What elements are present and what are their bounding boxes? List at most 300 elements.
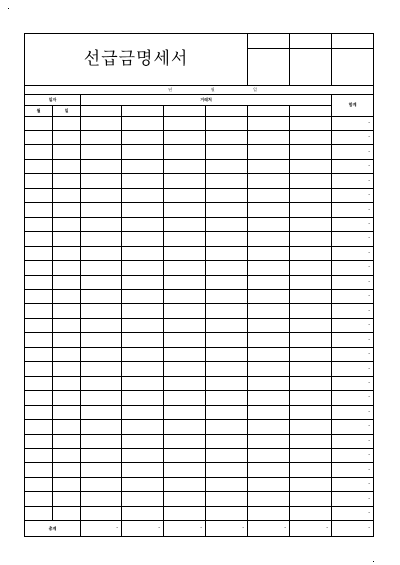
sum-header: 합계 <box>332 94 374 116</box>
entry-cell <box>81 188 122 202</box>
client-header: 거래처 <box>81 94 332 105</box>
entry-cell <box>122 434 164 448</box>
total-amount-cell: - <box>81 521 122 537</box>
entry-cell <box>122 405 164 419</box>
corner-dot-bottom <box>373 561 374 562</box>
entry-cell <box>290 261 332 275</box>
entry-cell <box>53 275 81 289</box>
entry-cell <box>53 506 81 520</box>
entry-cell <box>206 116 248 130</box>
entry-cell <box>53 463 81 477</box>
entry-cell <box>290 131 332 145</box>
entry-cell <box>164 347 206 361</box>
row-sum-cell: - <box>332 131 374 145</box>
entry-cell <box>53 217 81 231</box>
entry-cell <box>25 405 53 419</box>
row-sum-cell: - <box>332 232 374 246</box>
entry-cell <box>122 420 164 434</box>
table-row <box>25 405 374 419</box>
row-sum-cell: - <box>332 203 374 217</box>
entry-cell <box>53 492 81 506</box>
table-row <box>25 391 374 405</box>
entry-cell <box>164 217 206 231</box>
entry-cell <box>122 145 164 159</box>
entry-cell <box>164 420 206 434</box>
entry-cell <box>206 275 248 289</box>
row-sum-cell: - <box>332 145 374 159</box>
entry-cell <box>122 232 164 246</box>
entry-cell <box>81 290 122 304</box>
entry-cell <box>25 434 53 448</box>
entry-cell <box>81 333 122 347</box>
entry-cell <box>206 333 248 347</box>
entry-cell <box>81 232 122 246</box>
corner-dot-top <box>8 8 9 9</box>
entry-cell <box>206 304 248 318</box>
table-row <box>25 463 374 477</box>
entry-cell <box>206 145 248 159</box>
entry-cell <box>25 391 53 405</box>
entry-cell <box>164 246 206 260</box>
entry-cell <box>290 275 332 289</box>
client-col-4 <box>206 106 248 116</box>
entry-cell <box>248 405 290 419</box>
entry-cell <box>164 506 206 520</box>
row-sum-cell: - <box>332 463 374 477</box>
entry-cell <box>81 159 122 173</box>
entry-cell <box>53 188 81 202</box>
row-sum-cell: - <box>332 261 374 275</box>
entry-cell <box>290 362 332 376</box>
entry-cell <box>81 145 122 159</box>
entry-cell <box>290 174 332 188</box>
entry-cell <box>206 449 248 463</box>
entry-cell <box>290 246 332 260</box>
entry-cell <box>53 145 81 159</box>
month-header: 월 <box>25 106 53 116</box>
entry-cell <box>164 477 206 491</box>
entry-cell <box>25 304 53 318</box>
table-row <box>25 203 374 217</box>
entry-cell <box>164 333 206 347</box>
entry-cell <box>206 405 248 419</box>
total-amount-cell: - <box>206 521 248 537</box>
entry-cell <box>25 232 53 246</box>
entry-cell <box>122 347 164 361</box>
entry-cell <box>290 463 332 477</box>
row-sum-cell: - <box>332 290 374 304</box>
entry-cell <box>53 477 81 491</box>
entry-cell <box>248 304 290 318</box>
entry-cell <box>81 376 122 390</box>
table-row <box>25 188 374 202</box>
entry-cell <box>122 477 164 491</box>
row-sum-cell: - <box>332 420 374 434</box>
entry-cell <box>206 131 248 145</box>
entry-cell <box>81 391 122 405</box>
entry-cell <box>53 261 81 275</box>
entry-cell <box>25 492 53 506</box>
entry-cell <box>248 434 290 448</box>
entry-cell <box>290 232 332 246</box>
month-label: 월 <box>210 86 215 92</box>
table-row <box>25 246 374 260</box>
entry-cell <box>122 159 164 173</box>
entry-cell <box>248 391 290 405</box>
entry-cell <box>25 376 53 390</box>
entry-cell <box>81 434 122 448</box>
entry-cell <box>164 232 206 246</box>
entry-cell <box>25 347 53 361</box>
approval-box-2 <box>290 49 332 85</box>
entry-cell <box>122 492 164 506</box>
entry-cell <box>122 362 164 376</box>
entry-cell <box>25 463 53 477</box>
entry-cell <box>122 304 164 318</box>
day-header: 일 <box>53 106 81 116</box>
entry-cell <box>290 376 332 390</box>
row-sum-cell: - <box>332 506 374 520</box>
entry-cell <box>164 188 206 202</box>
entry-cell <box>53 246 81 260</box>
table-row <box>25 217 374 231</box>
table-row <box>25 376 374 390</box>
entry-cell <box>164 405 206 419</box>
entry-cell <box>25 131 53 145</box>
entry-cell <box>206 174 248 188</box>
client-col-5 <box>248 106 290 116</box>
entry-cell <box>248 477 290 491</box>
entry-cell <box>81 116 122 130</box>
total-amount-cell: - <box>332 521 374 537</box>
row-sum-cell: - <box>332 304 374 318</box>
entry-cell <box>164 318 206 332</box>
row-sum-cell: - <box>332 116 374 130</box>
entry-cell <box>290 116 332 130</box>
entry-cell <box>53 174 81 188</box>
entry-cell <box>25 217 53 231</box>
entry-cell <box>206 376 248 390</box>
entry-cell <box>248 116 290 130</box>
table-row <box>25 232 374 246</box>
approval-box-1 <box>248 49 290 85</box>
entry-cell <box>122 463 164 477</box>
entry-cell <box>248 420 290 434</box>
date-header: 일자 <box>25 94 81 105</box>
entry-cell <box>53 131 81 145</box>
entry-cell <box>122 188 164 202</box>
entry-cell <box>25 188 53 202</box>
entry-cell <box>290 159 332 173</box>
entry-cell <box>248 145 290 159</box>
entry-cell <box>164 492 206 506</box>
entry-cell <box>81 203 122 217</box>
entry-cell <box>206 290 248 304</box>
entry-cell <box>248 333 290 347</box>
entry-cell <box>25 145 53 159</box>
entry-cell <box>248 492 290 506</box>
entry-cell <box>248 506 290 520</box>
entry-cell <box>122 376 164 390</box>
entry-cell <box>290 203 332 217</box>
row-sum-cell: - <box>332 477 374 491</box>
entry-cell <box>53 304 81 318</box>
entry-cell <box>122 506 164 520</box>
entry-cell <box>81 347 122 361</box>
entry-cell <box>164 203 206 217</box>
entry-cell <box>122 391 164 405</box>
entry-cell <box>164 391 206 405</box>
table-row <box>25 434 374 448</box>
table-row <box>25 174 374 188</box>
total-row <box>25 521 374 537</box>
approval-header-2 <box>290 34 332 49</box>
entry-cell <box>122 275 164 289</box>
entry-cell <box>53 434 81 448</box>
entry-cell <box>290 477 332 491</box>
entry-cell <box>290 506 332 520</box>
entry-cell <box>81 420 122 434</box>
entry-cell <box>164 290 206 304</box>
entry-cell <box>25 477 53 491</box>
entry-cell <box>122 261 164 275</box>
approval-header-1 <box>248 34 290 49</box>
entry-cell <box>206 477 248 491</box>
form-title: 선급금명세서 <box>25 34 248 86</box>
entry-cell <box>122 318 164 332</box>
approval-box-3 <box>332 49 374 85</box>
entry-cell <box>122 131 164 145</box>
entry-cell <box>53 318 81 332</box>
entry-cell <box>206 246 248 260</box>
entry-cell <box>206 261 248 275</box>
total-amount-cell: - <box>290 521 332 537</box>
entry-cell <box>25 275 53 289</box>
client-col-1 <box>81 106 122 116</box>
entry-cell <box>53 391 81 405</box>
row-sum-cell: - <box>332 188 374 202</box>
entry-cell <box>164 131 206 145</box>
entry-cell <box>290 434 332 448</box>
row-sum-cell: - <box>332 434 374 448</box>
entry-cell <box>122 217 164 231</box>
entry-cell <box>81 304 122 318</box>
row-sum-cell: - <box>332 275 374 289</box>
entry-cell <box>206 159 248 173</box>
entry-cell <box>81 506 122 520</box>
entry-cell <box>53 362 81 376</box>
row-sum-cell: - <box>332 217 374 231</box>
entry-cell <box>53 333 81 347</box>
row-sum-cell: - <box>332 449 374 463</box>
approval-header-3 <box>332 34 374 49</box>
entry-cell <box>206 492 248 506</box>
row-sum-cell: - <box>332 159 374 173</box>
entry-cell <box>81 318 122 332</box>
entry-cell <box>81 492 122 506</box>
entry-cell <box>290 391 332 405</box>
entry-cell <box>164 434 206 448</box>
client-col-6 <box>290 106 332 116</box>
entry-cell <box>248 290 290 304</box>
entry-cell <box>248 246 290 260</box>
entry-cell <box>206 203 248 217</box>
entry-cell <box>25 246 53 260</box>
entry-cell <box>25 203 53 217</box>
entry-cell <box>164 304 206 318</box>
entry-cell <box>164 362 206 376</box>
entry-cell <box>290 304 332 318</box>
entry-cell <box>81 246 122 260</box>
entry-cell <box>164 261 206 275</box>
entry-cell <box>206 217 248 231</box>
entry-cell <box>290 405 332 419</box>
entry-cell <box>81 405 122 419</box>
row-sum-cell: - <box>332 492 374 506</box>
entry-cell <box>206 434 248 448</box>
entry-cell <box>290 145 332 159</box>
row-sum-cell: - <box>332 376 374 390</box>
entry-cell <box>25 261 53 275</box>
entry-cell <box>164 174 206 188</box>
entry-cell <box>53 116 81 130</box>
table-row <box>25 159 374 173</box>
entry-cell <box>248 174 290 188</box>
entry-cell <box>164 145 206 159</box>
entry-cell <box>25 449 53 463</box>
entry-cell <box>81 217 122 231</box>
entry-cell <box>290 492 332 506</box>
entry-cell <box>25 174 53 188</box>
entry-cell <box>248 203 290 217</box>
entry-cell <box>53 449 81 463</box>
entry-cell <box>53 405 81 419</box>
date-line <box>25 85 374 94</box>
entry-cell <box>290 217 332 231</box>
entry-cell <box>206 362 248 376</box>
entry-cell <box>290 188 332 202</box>
table-row <box>25 275 374 289</box>
entry-cell <box>248 376 290 390</box>
client-col-3 <box>164 106 206 116</box>
table-row <box>25 477 374 491</box>
entry-cell <box>290 449 332 463</box>
table-row <box>25 362 374 376</box>
table-row <box>25 449 374 463</box>
entry-cell <box>290 347 332 361</box>
entry-cell <box>53 420 81 434</box>
entry-cell <box>122 290 164 304</box>
entry-cell <box>53 159 81 173</box>
entry-cell <box>248 318 290 332</box>
entry-cell <box>206 232 248 246</box>
advance-payment-form <box>24 33 374 537</box>
row-sum-cell: - <box>332 333 374 347</box>
table-row <box>25 290 374 304</box>
entry-cell <box>122 203 164 217</box>
entry-cell <box>81 477 122 491</box>
total-amount-cell: - <box>164 521 206 537</box>
table-row <box>25 506 374 520</box>
row-sum-cell: - <box>332 246 374 260</box>
entry-cell <box>206 463 248 477</box>
entry-cell <box>248 131 290 145</box>
table-row <box>25 131 374 145</box>
entry-cell <box>248 159 290 173</box>
entry-cell <box>248 449 290 463</box>
entry-cell <box>25 333 53 347</box>
row-sum-cell: - <box>332 318 374 332</box>
entry-cell <box>248 188 290 202</box>
entry-cell <box>164 376 206 390</box>
day-label: 일 <box>253 86 258 92</box>
entry-cell <box>248 463 290 477</box>
table-row <box>25 318 374 332</box>
year-label: 년 <box>168 86 173 92</box>
entry-cell <box>25 362 53 376</box>
entry-cell <box>81 362 122 376</box>
entry-cell <box>81 261 122 275</box>
entry-cell <box>164 463 206 477</box>
row-sum-cell: - <box>332 405 374 419</box>
entry-cell <box>81 449 122 463</box>
entry-cell <box>164 449 206 463</box>
entry-cell <box>206 347 248 361</box>
entry-cell <box>122 449 164 463</box>
row-sum-cell: - <box>332 362 374 376</box>
entry-cell <box>25 290 53 304</box>
entry-cell <box>290 290 332 304</box>
table-row <box>25 304 374 318</box>
entry-cell <box>206 506 248 520</box>
entry-cell <box>53 203 81 217</box>
entry-cell <box>206 188 248 202</box>
entry-cell <box>122 246 164 260</box>
entry-cell <box>206 391 248 405</box>
total-amount-cell: - <box>122 521 164 537</box>
table-row <box>25 420 374 434</box>
entry-cell <box>53 376 81 390</box>
entry-cell <box>122 116 164 130</box>
entry-cell <box>53 232 81 246</box>
entry-cell <box>248 347 290 361</box>
entry-cell <box>164 116 206 130</box>
entry-cell <box>122 333 164 347</box>
entry-cell <box>164 159 206 173</box>
entry-cell <box>290 333 332 347</box>
entry-cell <box>25 420 53 434</box>
entry-cell <box>53 347 81 361</box>
row-sum-cell: - <box>332 347 374 361</box>
entry-cell <box>248 362 290 376</box>
entry-cell <box>206 420 248 434</box>
entry-cell <box>25 318 53 332</box>
entry-cell <box>164 275 206 289</box>
entry-cell <box>248 275 290 289</box>
entry-cell <box>248 217 290 231</box>
entry-cell <box>290 318 332 332</box>
table-row <box>25 116 374 130</box>
entry-cell <box>122 174 164 188</box>
client-col-2 <box>122 106 164 116</box>
total-amount-cell: - <box>248 521 290 537</box>
table-row <box>25 261 374 275</box>
table-row <box>25 492 374 506</box>
row-sum-cell: - <box>332 391 374 405</box>
entry-cell <box>206 318 248 332</box>
table-row <box>25 333 374 347</box>
entry-cell <box>53 290 81 304</box>
